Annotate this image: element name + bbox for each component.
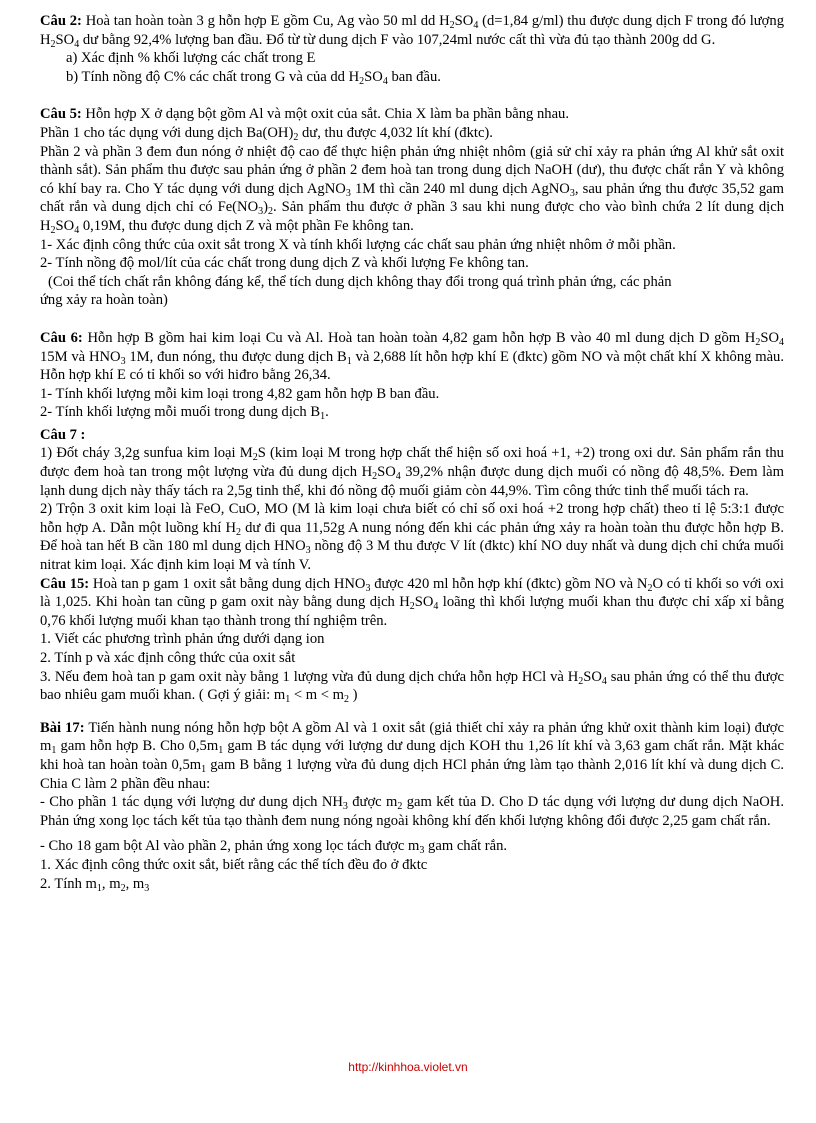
b17-label: Bài 17: (40, 719, 85, 736)
q15-label: Câu 15: (40, 575, 90, 592)
q5-label: Câu 5: (40, 106, 82, 123)
question-2 (40, 12, 784, 86)
q5-part-2-3: Phần 2 và phần 3 đem đun nóng ở nhiệt độ cao để thực hiện phản ứng nhiệt nhôm (giả sử chỉ xảy ra phản ứng Al khử sắt oxit thành sắt). Sản phẩm thu được sau phản ứng ở phần 2 đem hoà tan trong dung dịch NaOH (dư), thu được chất rắn Y và không có khí bay ra. Cho Y tác dụng với dung dịch AgNO$_3$ 1M thì cần 240 ml dung dịch AgNO$_3$, sau phản ứng thu được 35,52 gam chất rắn và dung dịch chỉ có $Fe(NO_3)_2$. Sản phẩm thu được ở phần 3 sau khi nung được cho vào bình chứa 2 lít dung dịch $H_2SO_4$ 0,19M, thu được dung dịch Z và một phần Fe không tan. (40, 143, 784, 236)
q15-item-3: 3. Nếu đem hoà tan p gam oxit này bằng 1 lượng vừa đủ dung dịch chứa hỗn hợp HCl và $H_2SO_4$ sau phản ứng có thể thu được bao nhiêu gam muối khan. ( Gợi ý giải: $m_1 < m < m_2$ ) (40, 668, 784, 706)
b17-dash-2: - Cho 18 gam bột Al vào phần 2, phản ứng xong lọc tách được $m_3$ gam chất rắn. (40, 838, 508, 857)
q5-item-2: 2- Tính nồng độ mol/lít của các chất trong dung dịch Z và khối lượng Fe không tan. (40, 255, 529, 272)
q7-part-1: 1) Đốt cháy 3,2g sunfua kim loại $M_2S$ (kim loại M trong hợp chất thể hiện số oxi hoá +1, +2) trong oxi dư. Sản phẩm rắn thu được đem hoà tan trong một lượng vừa đủ dung dịch $H_2SO_4$ 39,2% nhận được dung dịch muối có nồng độ 48,5%. Đem làm lạnh dung dịch này thấy tách ra 2,5g tinh thể, khi đó nồng độ muối giảm còn 44,9%. Tìm công thức tinh thể muối tách ra. (40, 445, 784, 499)
q2-paragraph: Câu 2: Hoà tan hoàn toàn 3 g hỗn hợp E gồm Cu, Ag vào 50 ml dd $H_2SO_4$ (d=1,84 g/ml) thu được dung dịch F trong đó lượng $H_2SO_4$ dư bằng 92,4% lượng ban đầu. Đổ từ từ dung dịch F vào 107,24ml nước cất thì vừa đủ tạo thành 200g dd G. (40, 13, 784, 50)
q6-paragraph: Câu 6: Hỗn hợp B gồm hai kim loại Cu và Al. Hoà tan hoàn toàn 4,82 gam hỗn hợp B vào 40 ml dung dịch D gồm $H_2SO_4$ 15M và $HNO_3$ 1M, đun nóng, thu được dung dịch $B_1$ và 2,688 lít hỗn hợp khí E (đktc) gồm NO và một chất khí X không màu. Hỗn hợp khí E có tỉ khối so với hiđro bằng 26,34. (40, 329, 784, 384)
q7-label-line (40, 426, 784, 445)
b17-item-1: 1. Xác định công thức oxit sắt, biết rằng các thể tích đều đo ở đktc (40, 856, 428, 873)
q7-part-2: 2) Trộn 3 oxit kim loại là FeO, CuO, MO (M là kim loại chưa biết có chỉ số oxi hoá +2 trong hợp chất) theo tỉ lệ 5:3:1 được hỗn hợp A. Dẫn một luồng khí $H_2$ dư đi qua 11,52g A nung nóng đến khi các phản ứng xảy ra hoàn toàn thu được hỗn hợp B. Để hoà tan hết B cần 180 ml dung dịch $HNO_3$ nồng độ 3 M thu được V lít (đktc) khí NO duy nhất và dung dịch chỉ chứa muối nitrat kim loại. Xác định kim loại M và tính V. (40, 501, 784, 574)
q15-item-1: 1. Viết các phương trình phản ứng dưới dạng ion (40, 631, 325, 648)
b17-paragraph: Bài 17: Tiến hành nung nóng hỗn hợp bột A gồm Al và 1 oxit sắt (giả thiết chỉ xảy ra phản ứng khử oxit thành kim loại) được $m_1$ gam hỗn hợp B. Cho $0,5m_1$ gam B tác dụng với lượng dư dung dịch KOH thu 1,26 lít khí và 3,63 gam chất rắn. Mặt khác khi hoà tan hoàn toàn $0,5m_1$ gam B bằng 1 lượng vừa đủ dung dịch HCl phản ứng làm tạo thành 2,016 lít khí và dung dịch C. Chia C làm 2 phần đều nhau: (40, 719, 784, 792)
b17-item-2: 2. Tính $m_1$, $m_2$, $m_3$ (40, 875, 150, 894)
footer-url[interactable]: http://kinhhoa.violet.vn (348, 1060, 468, 1074)
question-15 (40, 575, 784, 705)
question-6 (40, 329, 784, 422)
q2-label: Câu 2: (40, 13, 82, 29)
q2-item-b: b) Tính nồng độ C% các chất trong G và của dd $H_2SO_4$ ban đầu. (66, 68, 441, 87)
q15-item-2: 2. Tính p và xác định công thức của oxit sắt (40, 650, 296, 666)
q5-note: (Coi thể tích chất rắn không đáng kể, thể tích dung dịch không thay đổi trong quá trình phản ứng, các phản (48, 273, 672, 290)
question-5 (40, 105, 784, 310)
q6-label: Câu 6: (40, 329, 83, 346)
q7-label: Câu 7 : (40, 426, 86, 443)
q6-item-2: 2- Tính khối lượng mỗi muối trong dung dịch $B_1$. (40, 404, 329, 423)
exercise-17 (40, 719, 784, 893)
q2-item-a: a) Xác định % khối lượng các chất trong E (66, 50, 316, 67)
q5-note-cont: ứng xảy ra hoàn toàn) (40, 292, 168, 309)
question-7 (40, 426, 784, 575)
document-page (40, 12, 784, 893)
q5-item-1: 1- Xác định công thức của oxit sắt trong X và tính khối lượng các chất sau phản ứng nhiệt nhôm ở mỗi phần. (40, 236, 676, 253)
q15-paragraph: Câu 15: Hoà tan p gam 1 oxit sắt bằng dung dịch $HNO_3$ được 420 ml hỗn hợp khí (đktc) gồm NO và $N_2O$ có tỉ khối so với oxi là 1,025. Khi hoàn tan cũng p gam oxit này bằng dung dịch $H_2SO_4$ loãng thì khối lượng muối khan thu được chỉ xấp xỉ bằng 0,76 khối lượng muối khan tạo thành trong thí nghiệm trên. (40, 575, 784, 629)
q6-item-1: 1- Tính khối lượng mỗi kim loại trong 4,82 gam hỗn hợp B ban đầu. (40, 385, 440, 402)
q5-part-1: Phần 1 cho tác dụng với dung dịch $Ba(OH)_2$ dư, thu được 4,032 lít khí (đktc). (40, 124, 493, 143)
q5-intro: Câu 5: Hỗn hợp X ở dạng bột gồm Al và một oxit của sắt. Chia X làm ba phần bằng nhau. (40, 106, 569, 123)
b17-dash-1: - Cho phần 1 tác dụng với lượng dư dung dịch $NH_3$ được $m_2$ gam kết tủa D. Cho D tác dụng với lượng dư dung dịch NaOH. Phản ứng xong lọc tách kết tủa tạo thành đem nung nóng ngoài không khí đến khối lượng không đổi được 2,25 gam chất rắn. (40, 794, 784, 829)
